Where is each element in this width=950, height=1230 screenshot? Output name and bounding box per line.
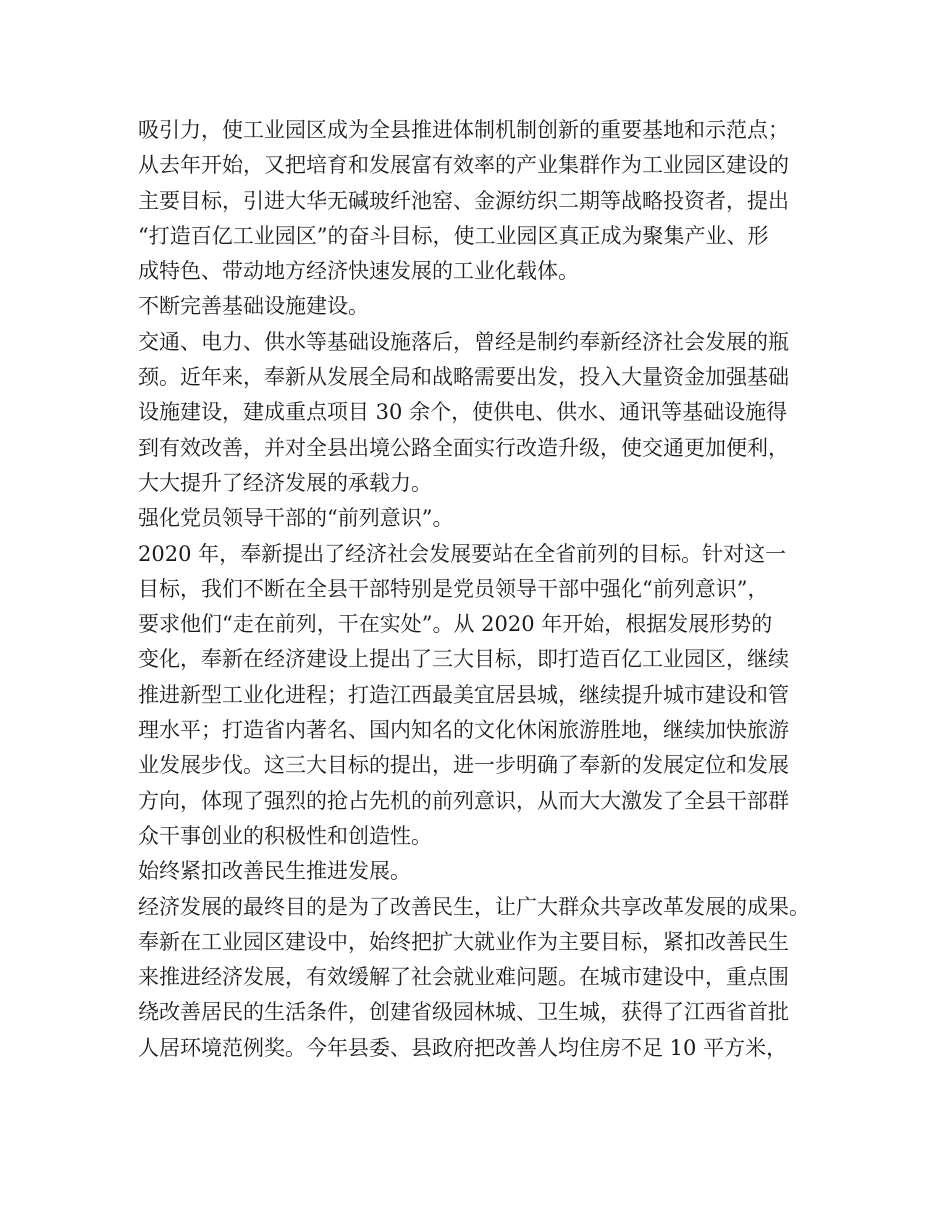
text-line: 人居环境范例奖。今年县委、县政府把改善人均住房不足 10 平方米， [138,1035,788,1060]
text-line: “打造百亿工业园区”的奋斗目标，使工业园区真正成为聚集产业、形 [138,223,769,248]
text-line: 主要目标，引进大华无碱玻纤池窑、金源纺织二期等战略投资者，提出 [138,188,789,213]
text-line: 成特色、带动地方经济快速发展的工业化载体。 [138,259,579,284]
text-line: 交通、电力、供水等基础设施落后，曾经是制约奉新经济社会发展的瓶 [138,329,789,354]
text-line: 理水平；打造省内著名、国内知名的文化休闲旅游胜地，继续加快旅游 [138,718,789,743]
text-line: 颈。近年来，奉新从发展全局和战略需要出发，投入大量资金加强基础 [138,365,789,390]
text-line: 变化，奉新在经济建设上提出了三大目标，即打造百亿工业园区，继续 [138,647,789,672]
text-line: 设施建设，建成重点项目 30 余个，使供电、供水、通讯等基础设施得 [138,400,788,425]
text-line: 来推进经济发展，有效缓解了社会就业难问题。在城市建设中，重点围 [138,965,789,990]
text-line: 推进新型工业化进程；打造江西最美宜居县城，继续提升城市建设和管 [138,682,789,707]
text-line: 要求他们“走在前列，干在实处”。从 2020 年开始，根据发展形势的 [138,612,773,637]
text-line: 到有效改善，并对全县出境公路全面实行改造升级，使交通更加便利， [138,435,789,460]
text-line: 业发展步伐。这三大目标的提出，进一步明确了奉新的发展定位和发展 [138,753,789,778]
text-line: 众干事创业的积极性和创造性。 [138,823,432,848]
section-heading: 始终紧扣改善民生推进发展。 [138,859,411,884]
section-heading: 强化党员领导干部的“前列意识”。 [138,506,454,531]
text-line: 经济发展的最终目的是为了改善民生，让广大群众共享改革发展的成果。 [138,894,810,919]
text-line: 吸引力，使工业园区成为全县推进体制机制创新的重要基地和示范点； [138,118,789,142]
text-line: 奉新在工业园区建设中，始终把扩大就业作为主要目标，紧扣改善民生 [138,929,789,954]
text-line: 目标，我们不断在全县干部特别是党员领导干部中强化“前列意识”， [138,576,769,601]
text-line: 大大提升了经济发展的承载力。 [138,470,432,495]
text-line: 从去年开始，又把培育和发展富有效率的产业集群作为工业园区建设的 [138,153,789,178]
text-line: 方向，体现了强烈的抢占先机的前列意识，从而大大激发了全县干部群 [138,788,789,813]
section-heading: 不断完善基础设施建设。 [138,294,369,319]
text-line: 2020 年，奉新提出了经济社会发展要站在全省前列的目标。针对这一 [138,541,787,566]
text-line: 绕改善居民的生活条件，创建省级园林城、卫生城，获得了江西省首批 [138,1000,789,1025]
body-text [138,113,828,1066]
